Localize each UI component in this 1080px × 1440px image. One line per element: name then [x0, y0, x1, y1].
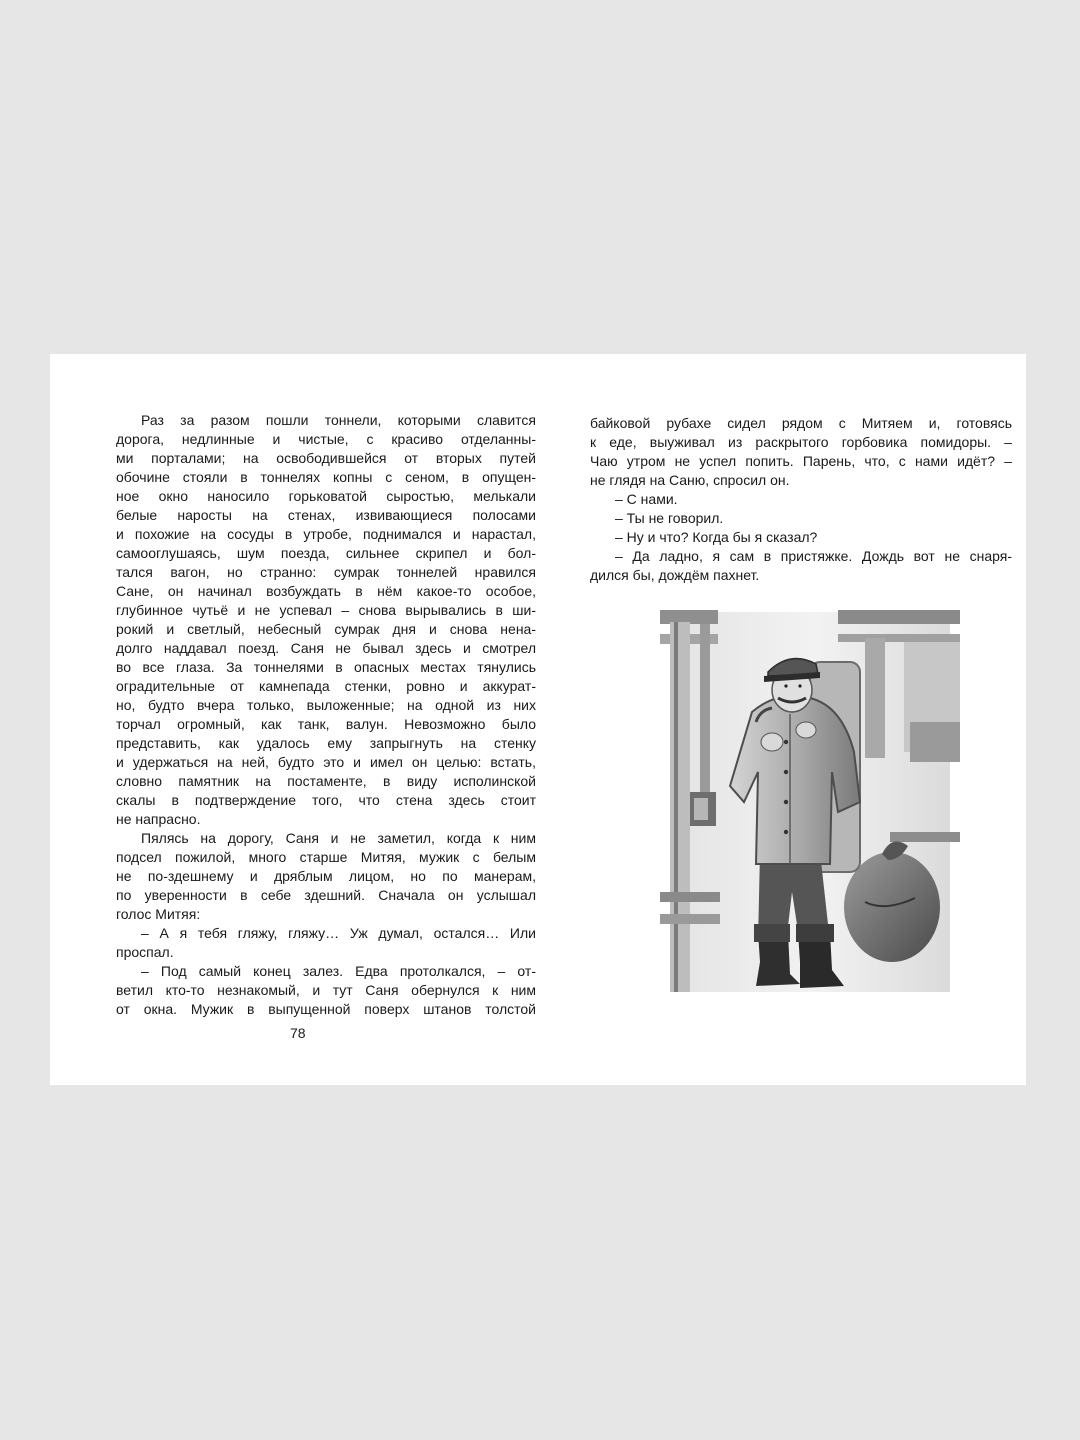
text-line: проспал.	[116, 944, 174, 960]
text-line: представить, как удалось ему запрыгнуть на стенку	[116, 735, 536, 751]
text-line: дился бы, дождём пахнет.	[590, 567, 760, 583]
text-line: ми порталами; на освободившейся от вторых путей	[116, 450, 536, 466]
text-line: и похожие на сосуды в утробе, поднимался и нарастал,	[116, 526, 536, 542]
text-line: и удержаться на ней, будто это и имел он целью: встать,	[116, 754, 536, 770]
text-line: к еде, выуживал из раскрытого горбовика помидоры. –	[590, 434, 1012, 450]
text-line: во все глаза. За тоннелями в опасных местах тянулись	[116, 659, 536, 675]
illustration-man-at-train-door	[660, 602, 960, 1014]
text-line: подсел пожилой, много старше Митяя, мужик с белым	[116, 849, 536, 865]
text-line: – Под самый конец залез. Едва протолкался, – от-	[141, 963, 536, 979]
right-page-text	[590, 414, 1012, 585]
text-line: дорога, недлинные и чистые, с красиво отделанны-	[116, 431, 536, 447]
text-line: – Да ладно, я сам в пристяжке. Дождь вот не снаря-	[615, 548, 1012, 564]
text-line: от окна. Мужик в выпущенной поверх штанов толстой	[116, 1001, 536, 1017]
text-line: Раз за разом пошли тоннели, которыми славится	[141, 412, 536, 428]
text-line: словно памятник на постаменте, в виду исполинской	[116, 773, 536, 789]
text-line: – А я тебя гляжу, гляжу… Уж думал, остался… Или	[141, 925, 536, 941]
text-line: ветил кто-то незнакомый, и тут Саня обернулся к ним	[116, 982, 536, 998]
text-line: байковой рубахе сидел рядом с Митяем и, готовясь	[590, 415, 1012, 431]
text-line: Сане, он начинал возбуждать в нём какое-то особое,	[116, 583, 536, 599]
text-line: голос Митяя:	[116, 906, 201, 922]
text-line: долго наддавал поезд. Саня не бывал здесь и смотрел	[116, 640, 536, 656]
text-line: – С нами.	[615, 491, 678, 507]
text-line: по уверенности в себе здешний. Сначала он услышал	[116, 887, 536, 903]
text-line: ное окно наносило горьковатой сыростью, мелькали	[116, 488, 536, 504]
text-line: не по-здешнему и дряблым лицом, но по манерам,	[116, 868, 536, 884]
text-line: белые наросты на стенах, извивающиеся полосами	[116, 507, 536, 523]
text-line: глубинное чутьё и не успевал – снова вырывались в ши-	[116, 602, 536, 618]
text-line: обочине стояли в тоннелях копны с сеном, в опущен-	[116, 469, 536, 485]
text-line: тался вагон, но странно: сумрак тоннелей нравился	[116, 564, 536, 580]
text-line: Пялясь на дорогу, Саня и не заметил, когда к ним	[141, 830, 536, 846]
left-page-text	[116, 411, 536, 1019]
text-line: – Ты не говорил.	[615, 510, 724, 526]
text-line: не глядя на Саню, спросил он.	[590, 472, 790, 488]
text-line: оградительные от камнепада стенки, ровно и аккурат-	[116, 678, 536, 694]
text-line: Чаю утром не успел попить. Парень, что, с нами идёт? –	[590, 453, 1012, 469]
text-line: – Ну и что? Когда бы я сказал?	[615, 529, 818, 545]
text-line: скалы в подтверждение того, что стена здесь стоит	[116, 792, 536, 808]
text-line: рокий и светлый, небесный сумрак дня и снова нена-	[116, 621, 536, 637]
text-line: не напрасно.	[116, 811, 201, 827]
page-number: 78	[290, 1025, 306, 1041]
book-spread	[50, 354, 1026, 1085]
text-line: торчал огромный, как танк, валун. Невозможно было	[116, 716, 536, 732]
text-line: но, будто вчера только, выложенные; на одной из них	[116, 697, 536, 713]
text-line: самооглушаясь, шум поезда, сильнее скрипел и бол-	[116, 545, 536, 561]
